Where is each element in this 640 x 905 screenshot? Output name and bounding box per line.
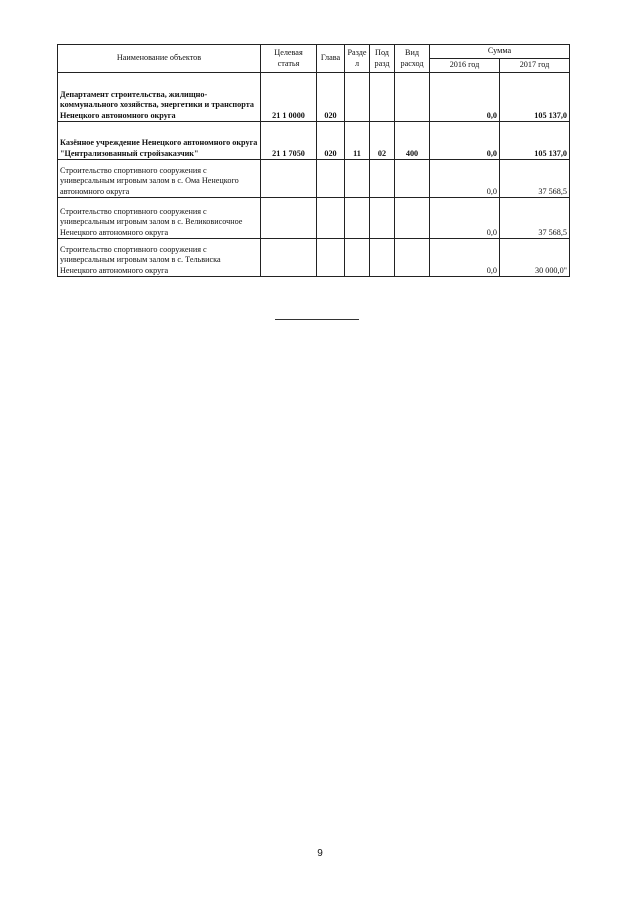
row-expense-type: 400 xyxy=(395,122,430,160)
row-section xyxy=(345,239,370,277)
row-chapter xyxy=(317,160,345,198)
header-row xyxy=(58,45,570,59)
row-subsection xyxy=(370,73,395,122)
row-chapter xyxy=(317,239,345,277)
table-row xyxy=(58,239,570,277)
row-chapter xyxy=(317,198,345,239)
row-sum-2017: 105 137,0 xyxy=(500,122,570,160)
row-chapter: 020 xyxy=(317,122,345,160)
table-row xyxy=(58,160,570,198)
row-sum-2016: 0,0 xyxy=(430,160,500,198)
separator-line xyxy=(275,319,359,320)
row-subsection xyxy=(370,160,395,198)
row-sum-2016: 0,0 xyxy=(430,122,500,160)
row-target: 21 1 7050 xyxy=(261,122,317,160)
row-subsection: 02 xyxy=(370,122,395,160)
row-sum-2016: 0,0 xyxy=(430,239,500,277)
row-sum-2016: 0,0 xyxy=(430,198,500,239)
row-name: Департамент строительства, жилищно-коммунального хозяйства, энергетики и транспорта Ненецкого автономного округа xyxy=(58,73,261,122)
page-number: 9 xyxy=(317,848,323,859)
header-subsection: Под разд xyxy=(370,45,395,73)
header-section: Разде л xyxy=(345,45,370,73)
header-name: Наименование объектов xyxy=(58,45,261,73)
row-expense-type xyxy=(395,73,430,122)
row-sum-2017: 30 000,0" xyxy=(500,239,570,277)
header-expense-type: Вид расход xyxy=(395,45,430,73)
row-sum-2016: 0,0 xyxy=(430,73,500,122)
header-year-2017: 2017 год xyxy=(500,59,570,73)
header-target: Целевая статья xyxy=(261,45,317,73)
row-section xyxy=(345,198,370,239)
row-subsection xyxy=(370,239,395,277)
row-name: Строительство спортивного сооружения с универсальным игровым залом в с. Тельвиска Ненецкого автономного округа xyxy=(58,239,261,277)
row-section: 11 xyxy=(345,122,370,160)
row-name: Строительство спортивного сооружения с универсальным игровым залом в с. Ома Ненецкого автономного округа xyxy=(58,160,261,198)
header-year-2016: 2016 год xyxy=(430,59,500,73)
row-section xyxy=(345,73,370,122)
row-section xyxy=(345,160,370,198)
budget-table xyxy=(57,44,570,277)
header-sum: Сумма xyxy=(430,45,570,59)
row-target xyxy=(261,239,317,277)
row-name: Строительство спортивного сооружения с универсальным игровым залом в с. Великовисочное Ненецкого автономного округа xyxy=(58,198,261,239)
row-target xyxy=(261,160,317,198)
row-sum-2017: 105 137,0 xyxy=(500,73,570,122)
row-expense-type xyxy=(395,160,430,198)
row-sum-2017: 37 568,5 xyxy=(500,160,570,198)
row-name: Казённое учреждение Ненецкого автономного округа "Централизованный стройзаказчик" xyxy=(58,122,261,160)
table-row xyxy=(58,73,570,122)
row-sum-2017: 37 568,5 xyxy=(500,198,570,239)
row-subsection xyxy=(370,198,395,239)
header-chapter: Глава xyxy=(317,45,345,73)
row-target xyxy=(261,198,317,239)
row-target: 21 1 0000 xyxy=(261,73,317,122)
row-expense-type xyxy=(395,239,430,277)
row-expense-type xyxy=(395,198,430,239)
row-chapter: 020 xyxy=(317,73,345,122)
table-row xyxy=(58,122,570,160)
table-row xyxy=(58,198,570,239)
